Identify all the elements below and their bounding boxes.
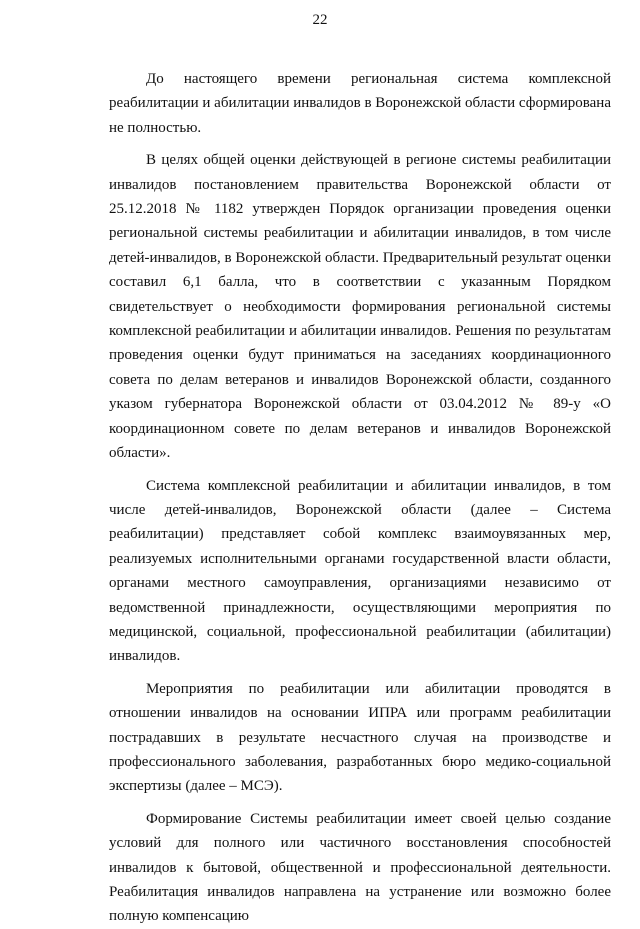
paragraph-measures: Мероприятия по реабилитации или абилитации проводятся в отношении инвалидов на основании ИПРА или программ реабилитации пострадавших в результате несчастного случая на производстве и профессионального заболевания, разработанных бюро медико-социальной экспертизы (далее – МСЭ). <box>109 680 611 795</box>
paragraph-system-definition: Система комплексной реабилитации и абилитации инвалидов, в том числе детей-инвалидов, Воронежской области (далее – Система реабилитации) представляет собой комплекс взаимоувязанных мер, реализуемых исполнительными органами государственной власти области, органами местного самоуправления, организациями независимо от ведомственной принадлежности, осуществляющими мероприятия по медицинской, социальной, профессиональной реабилитации (абилитации) инвалидов. <box>109 477 611 665</box>
paragraph-goal: Формирование Системы реабилитации имеет своей целью создание условий для полного или частичного восстановления способностей инвалидов к бытовой, общественной и профессиональной деятельности. Реабилитация инвалидов направлена на устранение или возможно более полную компенсацию <box>109 810 611 925</box>
paragraph-intro: До настоящего времени региональная система комплексной реабилитации и абилитации инвалидов в Воронежской области сформирована не полностью. <box>109 71 611 136</box>
document-body <box>109 67 611 929</box>
paragraph-assessment: В целях общей оценки действующей в регионе системы реабилитации инвалидов постановлением правительства Воронежской области от 25.12.2018 № 1182 утвержден Порядок организации проведения оценки региональной системы реабилитации и абилитации инвалидов, в том числе детей-инвалидов, в Воронежской области. Предварительный результат оценки составил 6,1 балла, что в соответствии с указанным Порядком свидетельствует о необходимости формирования региональной системы комплексной реабилитации и абилитации инвалидов. Решения по результатам проведения оценки будут приниматься на заседаниях координационного совета по делам ветеранов и инвалидов Воронежской области, созданного указом губернатора Воронежской области от 03.04.2012 № 89-у «О координационном совете по делам ветеранов и инвалидов Воронежской области». <box>109 152 612 462</box>
page-number: 22 <box>312 12 328 28</box>
